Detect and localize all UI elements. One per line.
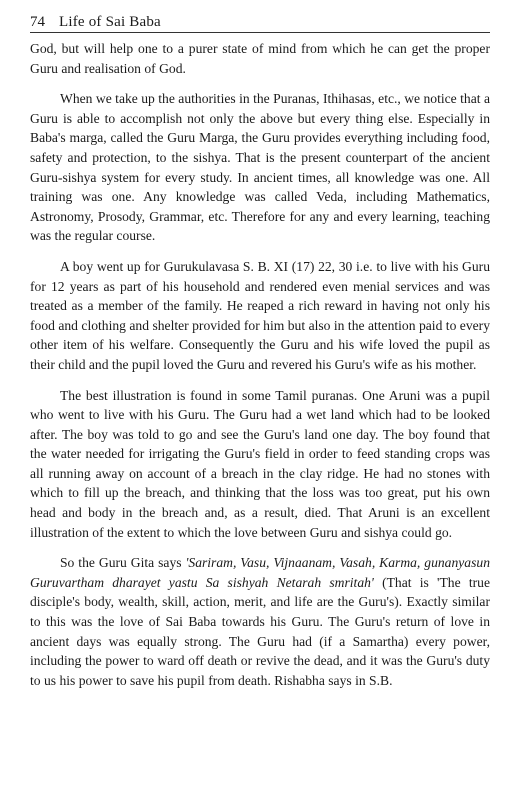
paragraph-3: A boy went up for Gurukulavasa S. B. XI (17) 22, 30 i.e. to live with his Guru for 12 years as part of his household and rendered even menial services and was treated as a member of the family. He reaped a rich reward in having not only his food and clothing and shelter provided for him but also in the attention paid to every other item of his welfare. Consequently the Guru and his wife loved the pupil as their child and the pupil loved the Guru and revered his Guru's wife as his mother. <box>30 258 490 372</box>
page-number: 74 <box>30 14 45 30</box>
paragraph-2: When we take up the authorities in the Puranas, Ithihasas, etc., we notice that a Guru is able to accomplish not only the above but every thing else. Especially in Baba's marga, called the Guru Marga, the Guru provides everything including food, safety and protection, to the sishya. That is the present counterpart of the ancient Guru-sishya system for every study. In ancient times, all knowledge was one. All training was one. Any knowledge was called Veda, including Mathematics, Astronomy, Prosody, Grammar, etc. Therefore for any and every learning, teaching was the regular course. <box>30 91 490 244</box>
paragraph-5 <box>30 553 490 690</box>
guru-gita-quote: 'Sariram, Vasu, Vijnaanam, Vasah, Karma, gunanyasun Guruvartham dharayet yastu Sa sishyah Netarah smritah' <box>30 555 490 590</box>
paragraph-5-lead: So the Guru Gita says <box>60 555 186 571</box>
paragraph-5-rest: (That is 'The true disciple's body, wealth, skill, action, merit, and life are the Guru's). Exactly similar to this was the love of Sai Baba towards his Guru. The Guru's return of love in ancient days was equally strong. The Guru had (if a Samartha) every power, including the power to ward off death or revive the dead, and it was the Guru's duty to us his power to save his pupil from death. Rishabha says in S.B. <box>30 574 490 688</box>
paragraph-1: God, but will help one to a purer state of mind from which he can get the proper Guru and realisation of God. <box>30 41 490 76</box>
book-title: Life of Sai Baba <box>59 14 161 30</box>
running-header <box>30 14 490 33</box>
paragraph-4: The best illustration is found in some Tamil puranas. One Aruni was a pupil who went to live with his Guru. The Guru had a wet land which had to be looked after. The boy was told to go and see the Guru's land one day. The boy found that the water needed for irrigating the Guru's field in order to feed standing crops was all running away on account of a breach in the clay ridge. He had no stones with which to fill up the breach, and thinking that the loss was too great, put his own head and body in the breach and, as a result, died. That Aruni is an excellent illustration of the extent to which the love between Guru and sishya could go. <box>30 387 490 540</box>
